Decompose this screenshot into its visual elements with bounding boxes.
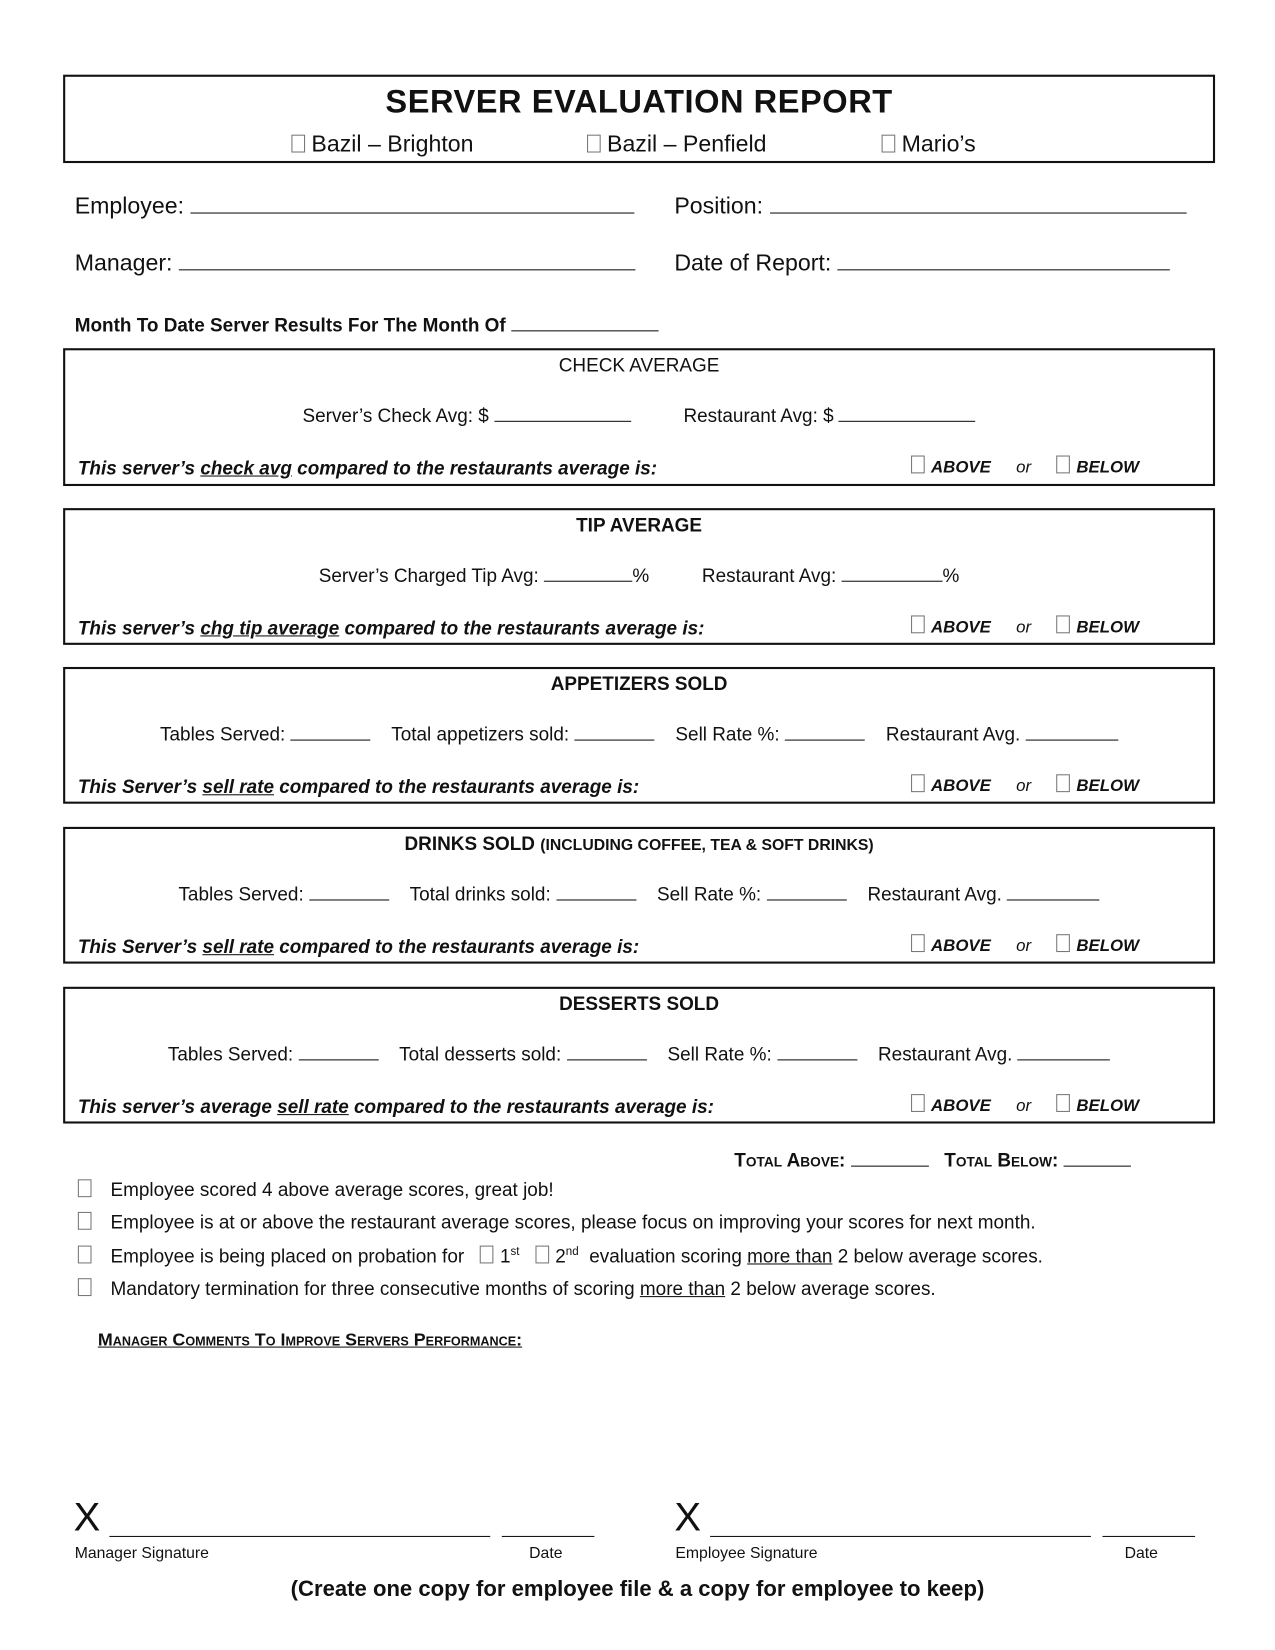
check-average-section — [63, 348, 1215, 486]
checkbox[interactable] — [587, 135, 601, 153]
position-label: Position: — [674, 192, 764, 219]
date-label: Date of Report: — [674, 249, 832, 276]
compare-text: This Server’s sell rate compared to the restaurants average is: — [77, 776, 640, 798]
location-label: Mario’s — [901, 130, 976, 157]
total-sold-line[interactable] — [556, 881, 636, 901]
below-checkbox[interactable] — [1056, 934, 1070, 952]
report-title: SERVER EVALUATION REPORT — [385, 83, 893, 120]
employee-signature-label: Employee Signature — [675, 1544, 818, 1563]
server-tip-avg-line[interactable] — [544, 562, 632, 582]
manager-date-line[interactable] — [502, 1536, 595, 1537]
total-above-label: Total Above: — [734, 1149, 846, 1171]
month-line[interactable] — [511, 311, 658, 331]
header-box — [63, 75, 1215, 163]
above-below-choice[interactable]: ABOVE or BELOW — [911, 456, 1139, 478]
position-line[interactable] — [770, 194, 1187, 214]
total-above-line[interactable] — [851, 1147, 929, 1167]
tables-served-line[interactable] — [298, 1040, 378, 1060]
location-label: Bazil – Penfield — [607, 130, 767, 157]
above-checkbox[interactable] — [911, 1094, 925, 1112]
option-label: Employee scored 4 above average scores, great job! — [110, 1179, 554, 1201]
section-title: DRINKS SOLD (INCLUDING COFFEE, TEA & SOFT DRINKS) — [404, 833, 874, 855]
manager-signature-line[interactable] — [109, 1536, 490, 1537]
above-checkbox[interactable] — [911, 615, 925, 633]
above-below-choice[interactable]: ABOVE or BELOW — [911, 774, 1139, 796]
section-title: TIP AVERAGE — [576, 514, 703, 536]
manager-field[interactable] — [75, 249, 636, 276]
compare-text: This server’s chg tip average compared to the restaurants average is: — [77, 617, 705, 639]
section-title: CHECK AVERAGE — [558, 354, 720, 376]
employee-field[interactable] — [75, 193, 635, 220]
employee-signature-line[interactable] — [710, 1536, 1091, 1537]
employee-x-mark: X — [674, 1495, 702, 1541]
manager-signature-label: Manager Signature — [74, 1544, 209, 1563]
compare-text: This server’s average sell rate compared to the restaurants average is: — [77, 1096, 714, 1118]
drinks-sold-section — [63, 827, 1215, 964]
checkbox[interactable] — [78, 1212, 92, 1230]
checkbox[interactable] — [882, 135, 896, 153]
below-checkbox[interactable] — [1056, 456, 1070, 474]
employee-line[interactable] — [190, 194, 634, 214]
server-tip-avg-label: Server’s Charged Tip Avg: — [318, 564, 539, 586]
checkbox[interactable] — [78, 1278, 92, 1296]
restaurant-avg-line[interactable] — [1026, 721, 1119, 741]
checkbox[interactable] — [291, 135, 305, 153]
section-title: DESSERTS SOLD — [559, 993, 720, 1015]
fields-row: Tables Served: Total drinks sold: Sell Rate %: Restaurant Avg. — [65, 881, 1213, 906]
total-sold-line[interactable] — [574, 721, 654, 741]
fields-row — [65, 402, 1213, 427]
manager-line[interactable] — [179, 250, 636, 270]
total-below-label: Total Below: — [944, 1149, 1059, 1171]
manager-label: Manager: — [74, 249, 173, 276]
date-line[interactable] — [838, 250, 1170, 270]
restaurant-avg-line[interactable] — [1018, 1040, 1111, 1060]
above-below-choice[interactable]: ABOVE or BELOW — [911, 934, 1139, 956]
first-eval-checkbox[interactable] — [480, 1246, 494, 1264]
above-below-choice[interactable]: ABOVE or BELOW — [911, 615, 1139, 637]
footer-note: (Create one copy for employee file & a copy for employee to keep) — [290, 1576, 985, 1602]
total-sold-line[interactable] — [567, 1040, 647, 1060]
compare-text: This Server’s sell rate compared to the restaurants average is: — [77, 936, 640, 958]
position-field[interactable] — [674, 193, 1186, 220]
employee-label: Employee: — [74, 192, 185, 219]
restaurant-avg-line[interactable] — [842, 562, 943, 582]
fields-row: Tables Served: Total desserts sold: Sell Rate %: Restaurant Avg. — [65, 1040, 1213, 1065]
option-great-job[interactable] — [78, 1179, 554, 1201]
checkbox[interactable] — [78, 1179, 92, 1197]
month-label: Month To Date Server Results For The Month Of — [74, 314, 506, 336]
restaurant-avg-label: Restaurant Avg: — [701, 564, 837, 586]
section-title: APPETIZERS SOLD — [550, 673, 728, 695]
sell-rate-line[interactable] — [766, 881, 846, 901]
tables-served-line[interactable] — [291, 721, 371, 741]
employee-date-line[interactable] — [1102, 1536, 1195, 1537]
month-field[interactable] — [75, 311, 659, 336]
server-check-avg-line[interactable] — [494, 402, 631, 422]
below-checkbox[interactable] — [1056, 615, 1070, 633]
compare-text: This server’s check avg compared to the restaurants average is: — [77, 457, 658, 479]
sell-rate-line[interactable] — [785, 721, 865, 741]
checkbox[interactable] — [78, 1246, 92, 1264]
location-marios[interactable] — [882, 130, 976, 157]
date-field[interactable] — [674, 249, 1170, 276]
location-label: Bazil – Brighton — [311, 130, 474, 157]
option-termination[interactable]: Mandatory termination for three consecutive months of scoring more than 2 below average scores. — [78, 1278, 936, 1300]
above-below-choice[interactable]: ABOVE or BELOW — [911, 1094, 1139, 1116]
restaurant-avg-line[interactable] — [1007, 881, 1100, 901]
restaurant-avg-label: Restaurant Avg: $ — [683, 405, 834, 427]
server-check-avg-label: Server’s Check Avg: $ — [302, 405, 489, 427]
below-checkbox[interactable] — [1056, 1094, 1070, 1112]
sell-rate-line[interactable] — [777, 1040, 857, 1060]
location-brighton[interactable] — [291, 130, 473, 157]
below-checkbox[interactable] — [1056, 774, 1070, 792]
fields-row: Server’s Charged Tip Avg: % Restaurant Avg: % — [65, 562, 1213, 587]
desserts-sold-section — [63, 987, 1215, 1124]
above-checkbox[interactable] — [911, 934, 925, 952]
above-checkbox[interactable] — [911, 456, 925, 474]
manager-date-label: Date — [529, 1544, 563, 1563]
restaurant-avg-line[interactable] — [839, 402, 976, 422]
employee-date-label: Date — [1124, 1544, 1158, 1563]
second-eval-checkbox[interactable] — [535, 1246, 549, 1264]
option-label: Employee is at or above the restaurant average scores, please focus on improving your scores for next month. — [110, 1211, 1036, 1233]
manager-comments-label: Manager Comments To Improve Servers Performance: — [97, 1329, 523, 1350]
option-probation[interactable]: Employee is being placed on probation for 1st 2nd evaluation scoring more than 2 below average scores. — [78, 1246, 1043, 1268]
tip-average-section — [63, 508, 1215, 645]
total-below-line[interactable] — [1064, 1147, 1131, 1167]
tables-served-line[interactable] — [309, 881, 389, 901]
manager-comments-area[interactable] — [98, 1359, 1203, 1485]
option-focus[interactable] — [78, 1212, 1036, 1234]
manager-x-mark: X — [73, 1495, 101, 1541]
totals — [734, 1147, 1131, 1172]
above-checkbox[interactable] — [911, 774, 925, 792]
fields-row: Tables Served: Total appetizers sold: Sell Rate %: Restaurant Avg. — [65, 721, 1213, 746]
location-penfield[interactable] — [587, 130, 767, 157]
appetizers-sold-section — [63, 667, 1215, 804]
